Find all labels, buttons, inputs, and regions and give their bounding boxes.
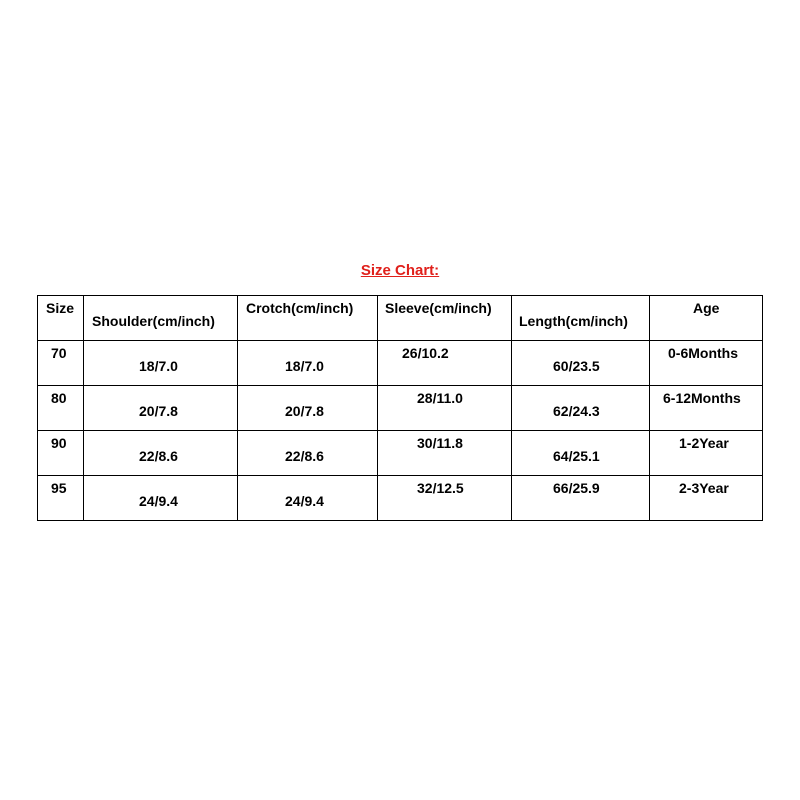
cell-shoulder: 24/9.4 (84, 476, 238, 521)
cell-sleeve: 28/11.0 (378, 386, 512, 431)
table-row (38, 341, 763, 386)
table-row (38, 386, 763, 431)
cell-crotch: 24/9.4 (238, 476, 378, 521)
cell-crotch: 20/7.8 (238, 386, 378, 431)
header-length: Length(cm/inch) (512, 296, 650, 341)
cell-length: 64/25.1 (512, 431, 650, 476)
cell-length: 62/24.3 (512, 386, 650, 431)
table-row (38, 431, 763, 476)
size-chart-title: Size Chart: (360, 262, 440, 279)
cell-crotch: 18/7.0 (238, 341, 378, 386)
cell-sleeve: 32/12.5 (378, 476, 512, 521)
cell-sleeve: 30/11.8 (378, 431, 512, 476)
cell-size: 80 (38, 386, 84, 431)
cell-shoulder: 18/7.0 (84, 341, 238, 386)
cell-length: 60/23.5 (512, 341, 650, 386)
cell-size: 95 (38, 476, 84, 521)
header-crotch: Crotch(cm/inch) (238, 296, 378, 341)
header-sleeve: Sleeve(cm/inch) (378, 296, 512, 341)
cell-age: 0-6Months (650, 341, 763, 386)
cell-crotch: 22/8.6 (238, 431, 378, 476)
table-header-row (38, 296, 763, 341)
cell-age: 6-12Months (650, 386, 763, 431)
cell-shoulder: 22/8.6 (84, 431, 238, 476)
cell-age: 2-3Year (650, 476, 763, 521)
header-age: Age (650, 296, 763, 341)
cell-shoulder: 20/7.8 (84, 386, 238, 431)
header-shoulder: Shoulder(cm/inch) (84, 296, 238, 341)
table-row (38, 476, 763, 521)
cell-size: 90 (38, 431, 84, 476)
cell-length: 66/25.9 (512, 476, 650, 521)
size-chart-table (37, 295, 763, 521)
cell-sleeve: 26/10.2 (378, 341, 512, 386)
header-size: Size (38, 296, 84, 341)
cell-age: 1-2Year (650, 431, 763, 476)
cell-size: 70 (38, 341, 84, 386)
